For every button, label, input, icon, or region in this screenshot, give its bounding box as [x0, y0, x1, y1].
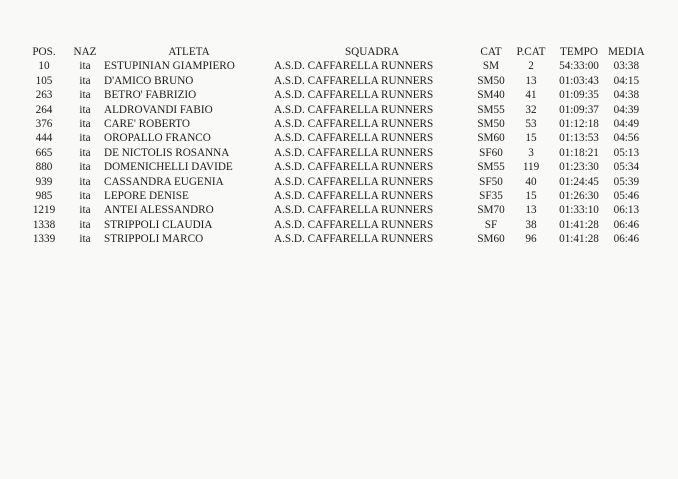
cell-pcat: 32 [525, 103, 537, 116]
cell-squadra: A.S.D. CAFFARELLA RUNNERS [274, 218, 434, 231]
cell-atleta: STRIPPOLI MARCO [104, 233, 204, 246]
cell-cat: SF [484, 218, 498, 231]
cell-naz: ita [79, 103, 91, 116]
cell-media: 05:46 [613, 190, 640, 203]
cell-media: 03:38 [613, 60, 640, 73]
cell-pos: 376 [35, 118, 53, 131]
cell-cat: SF35 [479, 190, 503, 203]
cell-cat: SM60 [477, 233, 505, 246]
cell-cat: SM40 [477, 89, 505, 102]
table-row [22, 117, 645, 131]
header-atleta: ATLETA [168, 46, 210, 58]
cell-tempo: 01:13:53 [559, 132, 599, 145]
header-media: MEDIA [608, 46, 645, 58]
table-row [22, 88, 645, 102]
cell-tempo: 01:03:43 [559, 74, 599, 87]
header-pos: POS. [32, 46, 56, 58]
header-tempo: TEMPO [560, 46, 598, 58]
cell-naz: ita [79, 233, 91, 246]
cell-cat: SM55 [477, 103, 505, 116]
cell-media: 06:46 [613, 218, 640, 231]
cell-tempo: 01:41:28 [559, 233, 599, 246]
cell-pos: 1219 [32, 204, 56, 217]
cell-cat: SM50 [477, 118, 505, 131]
cell-naz: ita [79, 60, 91, 73]
cell-naz: ita [79, 132, 91, 145]
cell-cat: SM60 [477, 132, 505, 145]
cell-squadra: A.S.D. CAFFARELLA RUNNERS [274, 89, 434, 102]
header-row [22, 45, 645, 59]
cell-naz: ita [79, 146, 91, 159]
cell-pos: 1339 [32, 233, 56, 246]
cell-media: 04:49 [613, 118, 640, 131]
cell-atleta: ANTEI ALESSANDRO [104, 204, 214, 217]
cell-naz: ita [79, 190, 91, 203]
cell-squadra: A.S.D. CAFFARELLA RUNNERS [274, 118, 434, 131]
cell-pos: 105 [35, 74, 53, 87]
results-body [22, 59, 645, 246]
header-naz: NAZ [73, 46, 97, 58]
cell-media: 05:39 [613, 175, 640, 188]
table-row [22, 232, 645, 246]
cell-pcat: 41 [525, 89, 537, 102]
cell-naz: ita [79, 218, 91, 231]
cell-cat: SM50 [477, 74, 505, 87]
cell-pcat: 40 [525, 175, 537, 188]
table-row [22, 175, 645, 189]
cell-squadra: A.S.D. CAFFARELLA RUNNERS [274, 103, 434, 116]
cell-pcat: 15 [525, 132, 537, 145]
cell-tempo: 01:23:30 [559, 161, 599, 174]
table-row [22, 74, 645, 88]
cell-tempo: 01:41:28 [559, 218, 599, 231]
results-table [22, 45, 645, 247]
cell-tempo: 01:33:10 [559, 204, 599, 217]
cell-pcat: 13 [525, 74, 537, 87]
cell-media: 04:39 [613, 103, 640, 116]
cell-media: 04:38 [613, 89, 640, 102]
cell-pos: 880 [35, 161, 53, 174]
cell-squadra: A.S.D. CAFFARELLA RUNNERS [274, 204, 434, 217]
cell-naz: ita [79, 204, 91, 217]
table-row [22, 146, 645, 160]
cell-naz: ita [79, 118, 91, 131]
cell-cat: SM70 [477, 204, 505, 217]
cell-atleta: STRIPPOLI CLAUDIA [104, 218, 213, 231]
cell-naz: ita [79, 175, 91, 188]
cell-tempo: 01:09:35 [559, 89, 599, 102]
cell-atleta: CASSANDRA EUGENIA [104, 175, 224, 188]
cell-pcat: 53 [525, 118, 537, 131]
cell-pos: 939 [35, 175, 53, 188]
cell-pcat: 2 [528, 60, 534, 73]
cell-tempo: 54:33:00 [559, 60, 599, 73]
cell-media: 06:46 [613, 233, 640, 246]
cell-media: 04:15 [613, 74, 640, 87]
cell-pos: 263 [35, 89, 53, 102]
cell-atleta: D'AMICO BRUNO [104, 74, 194, 87]
header-cat: CAT [480, 46, 502, 58]
table-row [22, 59, 645, 73]
cell-tempo: 01:09:37 [559, 103, 599, 116]
cell-pos: 665 [35, 146, 53, 159]
cell-atleta: OROPALLO FRANCO [104, 132, 211, 145]
cell-tempo: 01:12:18 [559, 118, 599, 131]
cell-tempo: 01:26:30 [559, 190, 599, 203]
cell-cat: SM55 [477, 161, 505, 174]
cell-naz: ita [79, 161, 91, 174]
cell-pcat: 3 [528, 146, 534, 159]
cell-squadra: A.S.D. CAFFARELLA RUNNERS [274, 175, 434, 188]
table-row [22, 218, 645, 232]
cell-squadra: A.S.D. CAFFARELLA RUNNERS [274, 74, 434, 87]
table-row [22, 131, 645, 145]
cell-pcat: 96 [525, 233, 537, 246]
cell-tempo: 01:18:21 [559, 146, 599, 159]
cell-pcat: 119 [522, 161, 540, 174]
cell-squadra: A.S.D. CAFFARELLA RUNNERS [274, 132, 434, 145]
cell-atleta: DOMENICHELLI DAVIDE [104, 161, 233, 174]
cell-atleta: ALDROVANDI FABIO [104, 103, 213, 116]
cell-cat: SF60 [479, 146, 503, 159]
cell-pos: 264 [35, 103, 53, 116]
table-row [22, 189, 645, 203]
cell-squadra: A.S.D. CAFFARELLA RUNNERS [274, 60, 434, 73]
cell-pos: 444 [35, 132, 53, 145]
cell-atleta: ESTUPINIAN GIAMPIERO [104, 60, 235, 73]
cell-cat: SF50 [479, 175, 503, 188]
header-pcat: P.CAT [516, 46, 546, 58]
cell-media: 04:56 [613, 132, 640, 145]
cell-squadra: A.S.D. CAFFARELLA RUNNERS [274, 161, 434, 174]
cell-atleta: LEPORE DENISE [104, 190, 189, 203]
cell-squadra: A.S.D. CAFFARELLA RUNNERS [274, 146, 434, 159]
cell-atleta: BETRO' FABRIZIO [104, 89, 197, 102]
header-squadra: SQUADRA [344, 46, 400, 58]
cell-squadra: A.S.D. CAFFARELLA RUNNERS [274, 233, 434, 246]
cell-naz: ita [79, 89, 91, 102]
table-row [22, 160, 645, 174]
cell-pos: 10 [38, 60, 50, 73]
cell-naz: ita [79, 74, 91, 87]
cell-squadra: A.S.D. CAFFARELLA RUNNERS [274, 190, 434, 203]
cell-atleta: DE NICTOLIS ROSANNA [104, 146, 230, 159]
cell-pcat: 13 [525, 204, 537, 217]
cell-media: 06:13 [613, 204, 640, 217]
cell-pos: 985 [35, 190, 53, 203]
cell-pcat: 15 [525, 190, 537, 203]
cell-atleta: CARE' ROBERTO [104, 118, 190, 131]
cell-pcat: 38 [525, 218, 537, 231]
cell-tempo: 01:24:45 [559, 175, 599, 188]
cell-media: 05:34 [613, 161, 640, 174]
cell-pos: 1338 [32, 218, 56, 231]
cell-cat: SM [482, 60, 500, 73]
table-row [22, 103, 645, 117]
table-row [22, 203, 645, 217]
cell-media: 05:13 [613, 146, 640, 159]
